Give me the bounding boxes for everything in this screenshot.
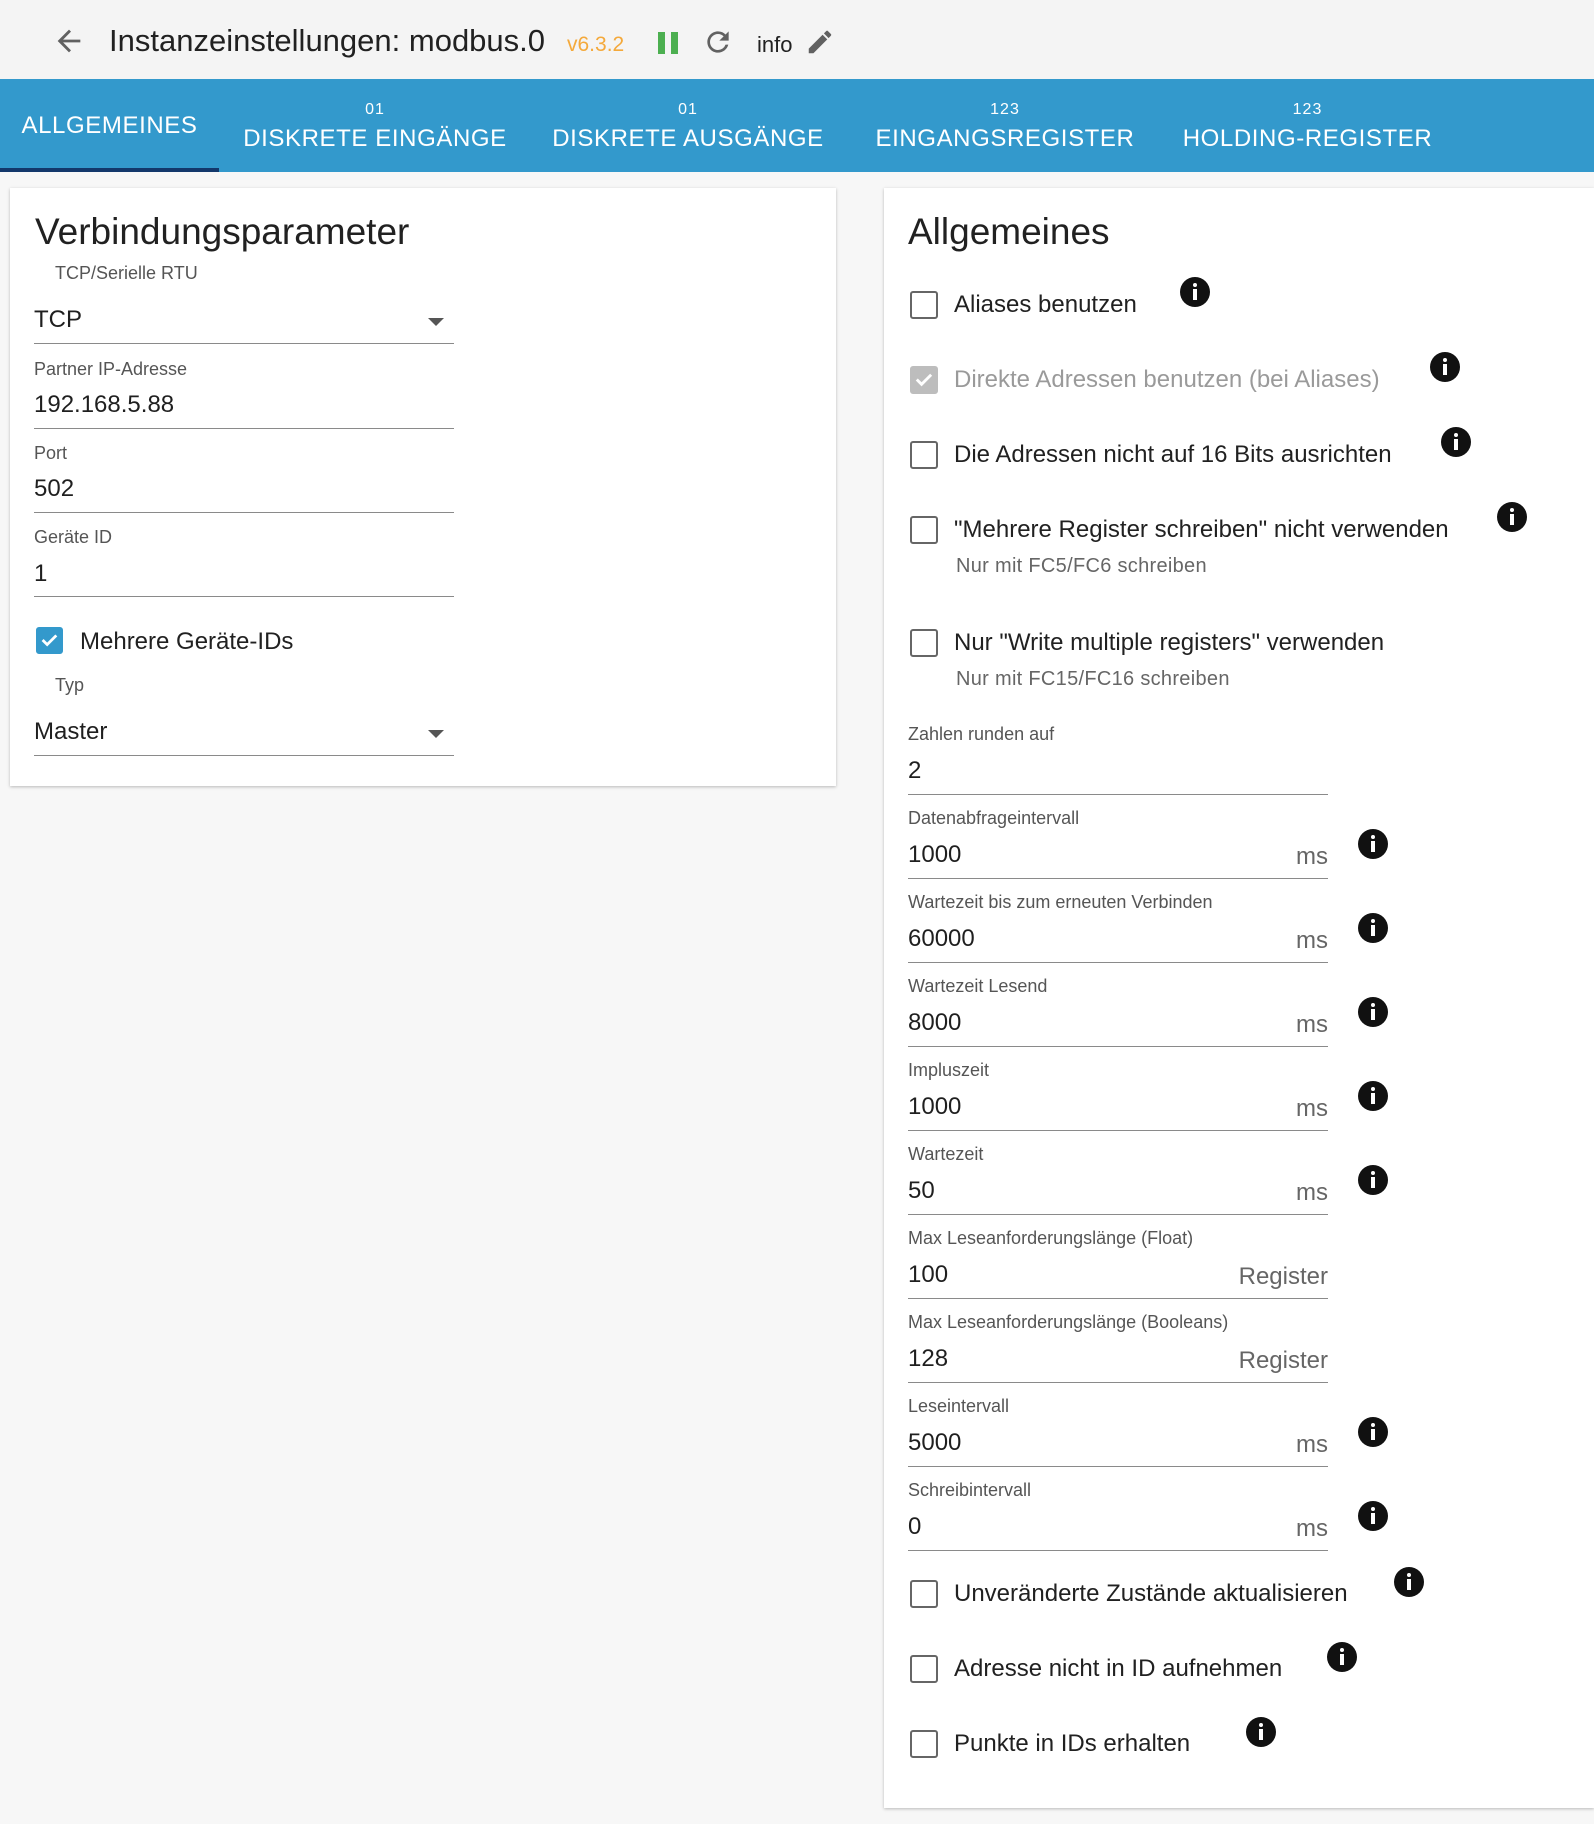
field-underline xyxy=(908,1130,1328,1131)
info-icon[interactable] xyxy=(1358,1165,1388,1195)
unit-suffix: ms xyxy=(1296,927,1328,954)
tab-bar xyxy=(0,79,1594,172)
field-underline xyxy=(34,596,454,597)
info-icon[interactable] xyxy=(1358,1417,1388,1447)
chevron-down-icon[interactable] xyxy=(428,318,444,326)
connection-card xyxy=(10,188,836,786)
general-title: Allgemeines xyxy=(908,211,1110,252)
info-icon[interactable] xyxy=(1441,427,1471,457)
tab-label: DISKRETE AUSGÄNGE xyxy=(552,125,824,152)
wait-time-input[interactable]: 50 xyxy=(908,1177,935,1204)
tab-label: DISKRETE EINGÄNGE xyxy=(243,125,507,152)
field-underline xyxy=(34,428,454,429)
app-header xyxy=(0,0,1594,79)
tab-holding-register[interactable] xyxy=(1165,79,1450,172)
reload-icon[interactable] xyxy=(702,26,734,58)
read-timeout-label: Wartezeit Lesend xyxy=(908,976,1048,996)
field-underline xyxy=(908,1382,1328,1383)
info-icon[interactable] xyxy=(1358,1081,1388,1111)
direct-addresses-checkbox[interactable] xyxy=(910,366,938,394)
field-underline xyxy=(908,1046,1328,1047)
device-id-input[interactable]: 1 xyxy=(34,560,48,587)
round-input[interactable]: 2 xyxy=(908,757,922,784)
max-bool-label: Max Leseanforderungslänge (Booleans) xyxy=(908,1312,1229,1332)
info-icon[interactable] xyxy=(1358,997,1388,1027)
tab-count: 01 xyxy=(365,101,385,118)
field-underline xyxy=(34,512,454,513)
field-underline xyxy=(908,1550,1328,1551)
unit-suffix: ms xyxy=(1296,1179,1328,1206)
field-underline xyxy=(908,1214,1328,1215)
device-id-label: Geräte ID xyxy=(34,527,113,547)
unit-suffix: ms xyxy=(1296,843,1328,870)
field-underline xyxy=(34,343,454,344)
connection-type-label: TCP/Serielle RTU xyxy=(55,263,198,283)
round-label: Zahlen runden auf xyxy=(908,724,1055,744)
read-interval-input[interactable]: 5000 xyxy=(908,1429,962,1456)
only-multi-write-checkbox[interactable] xyxy=(910,629,938,657)
pencil-icon[interactable] xyxy=(805,27,835,57)
poll-interval-input[interactable]: 1000 xyxy=(908,841,962,868)
info-icon[interactable] xyxy=(1180,277,1210,307)
pulse-time-input[interactable]: 1000 xyxy=(908,1093,962,1120)
tab-label: ALLGEMEINES xyxy=(21,112,198,139)
update-unchanged-label: Unveränderte Zustände aktualisieren xyxy=(954,1580,1348,1607)
wait-time-label: Wartezeit xyxy=(908,1144,984,1164)
no-address-in-id-label: Adresse nicht in ID aufnehmen xyxy=(954,1655,1283,1682)
tab-count: 123 xyxy=(990,101,1020,118)
info-icon[interactable] xyxy=(1394,1567,1424,1597)
field-underline xyxy=(34,755,454,756)
aliases-checkbox[interactable] xyxy=(910,291,938,319)
update-unchanged-checkbox[interactable] xyxy=(910,1580,938,1608)
chevron-down-icon[interactable] xyxy=(428,730,444,738)
general-card xyxy=(884,188,1594,1808)
unit-suffix: ms xyxy=(1296,1095,1328,1122)
info-icon[interactable] xyxy=(1497,502,1527,532)
tab-count: 01 xyxy=(678,101,698,118)
read-timeout-input[interactable]: 8000 xyxy=(908,1009,962,1036)
no-16bit-align-checkbox[interactable] xyxy=(910,441,938,469)
info-icon[interactable] xyxy=(1430,352,1460,382)
info-icon[interactable] xyxy=(1246,1717,1276,1747)
ip-address-label: Partner IP-Adresse xyxy=(34,359,188,379)
tab-label: EINGANGSREGISTER xyxy=(875,125,1135,152)
poll-interval-label: Datenabfrageintervall xyxy=(908,808,1080,828)
field-underline xyxy=(908,962,1328,963)
tab-diskrete-eingaenge[interactable] xyxy=(219,79,531,172)
unit-suffix: ms xyxy=(1296,1431,1328,1458)
info-link[interactable]: info xyxy=(757,32,793,57)
read-interval-label: Leseintervall xyxy=(908,1396,1010,1416)
info-icon[interactable] xyxy=(1358,1501,1388,1531)
tab-label: HOLDING-REGISTER xyxy=(1182,125,1433,152)
unit-suffix: Register xyxy=(1238,1263,1328,1290)
max-float-label: Max Leseanforderungslänge (Float) xyxy=(908,1228,1194,1248)
port-label: Port xyxy=(34,443,68,463)
no-16bit-align-label: Die Adressen nicht auf 16 Bits ausrichten xyxy=(954,441,1392,468)
info-icon[interactable] xyxy=(1358,829,1388,859)
version-badge: v6.3.2 xyxy=(567,33,625,56)
no-multi-write-hint: Nur mit FC5/FC6 schreiben xyxy=(956,555,1207,577)
write-interval-input[interactable]: 0 xyxy=(908,1513,922,1540)
field-underline xyxy=(908,1298,1328,1299)
field-underline xyxy=(908,878,1328,879)
only-multi-write-label: Nur "Write multiple registers" verwenden xyxy=(954,629,1385,656)
tab-allgemeines[interactable] xyxy=(0,79,219,172)
keep-dots-checkbox[interactable] xyxy=(910,1730,938,1758)
tab-eingangsregister[interactable] xyxy=(845,79,1165,172)
pulse-time-label: Impluszeit xyxy=(908,1060,990,1080)
max-float-input[interactable]: 100 xyxy=(908,1261,949,1288)
multi-device-label: Mehrere Geräte-IDs xyxy=(80,628,294,655)
field-underline xyxy=(908,794,1328,795)
no-multi-write-checkbox[interactable] xyxy=(910,516,938,544)
port-input[interactable]: 502 xyxy=(34,475,75,502)
only-multi-write-hint: Nur mit FC15/FC16 schreiben xyxy=(956,668,1230,690)
tab-count: 123 xyxy=(1292,101,1323,118)
tab-diskrete-ausgaenge[interactable] xyxy=(531,79,845,172)
unit-suffix: ms xyxy=(1296,1515,1328,1542)
info-icon[interactable] xyxy=(1358,913,1388,943)
max-bool-input[interactable]: 128 xyxy=(908,1345,949,1372)
keep-dots-label: Punkte in IDs erhalten xyxy=(954,1730,1191,1757)
connection-type-select[interactable]: TCP xyxy=(34,306,82,333)
pause-icon[interactable] xyxy=(656,30,680,56)
reconnect-label: Wartezeit bis zum erneuten Verbinden xyxy=(908,892,1213,912)
unit-suffix: ms xyxy=(1296,1011,1328,1038)
role-select[interactable]: Master xyxy=(34,718,108,745)
aliases-label: Aliases benutzen xyxy=(954,291,1137,318)
connection-title: Verbindungsparameter xyxy=(35,211,410,252)
page-title: Instanzeinstellungen: modbus.0 xyxy=(109,23,546,58)
no-multi-write-label: "Mehrere Register schreiben" nicht verwenden xyxy=(954,516,1449,543)
info-icon[interactable] xyxy=(1327,1642,1357,1672)
no-address-in-id-checkbox[interactable] xyxy=(910,1655,938,1683)
reconnect-input[interactable]: 60000 xyxy=(908,925,975,952)
field-underline xyxy=(908,1466,1328,1467)
ip-address-input[interactable]: 192.168.5.88 xyxy=(34,391,175,418)
write-interval-label: Schreibintervall xyxy=(908,1480,1032,1500)
unit-suffix: Register xyxy=(1238,1347,1328,1374)
direct-addresses-label: Direkte Adressen benutzen (bei Aliases) xyxy=(954,366,1380,393)
multi-device-checkbox[interactable] xyxy=(36,627,63,654)
arrow-back-icon[interactable] xyxy=(52,24,86,58)
role-label: Typ xyxy=(55,675,85,695)
